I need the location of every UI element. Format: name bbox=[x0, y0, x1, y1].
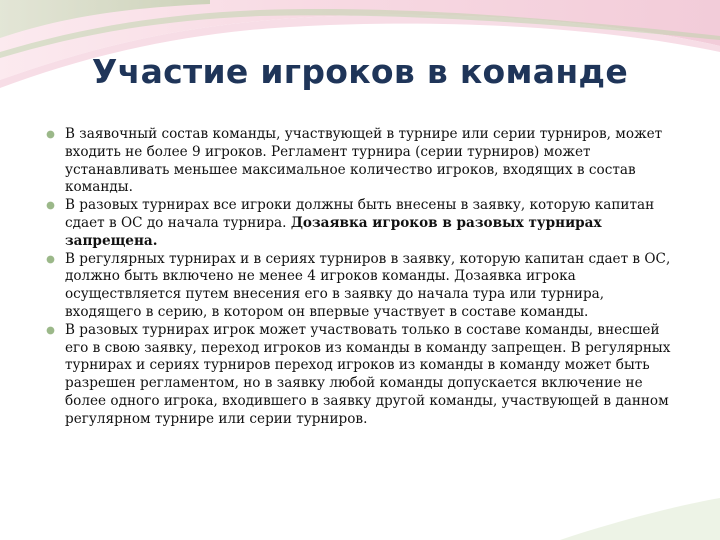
list-item bbox=[42, 251, 682, 322]
list-item bbox=[42, 322, 682, 429]
list-item-text: В регулярных турнирах и в сериях турниров в заявку, которую капитан сдает в ОС, должно быть включено не менее 4 игроков команды. Дозаявка игрока осуществляется путем внесения его в заявку до начала тура или турнира, входящего в серию, в котором он впервые участвует в составе команды. bbox=[65, 250, 671, 320]
diamond-bullet-icon bbox=[46, 326, 55, 335]
diamond-bullet-icon bbox=[46, 130, 55, 139]
bullet-list bbox=[42, 126, 682, 429]
list-item bbox=[42, 197, 682, 250]
diamond-bullet-icon bbox=[46, 201, 55, 210]
diamond-bullet-icon bbox=[46, 255, 55, 264]
list-item bbox=[42, 126, 682, 197]
list-item-bold-text: Дозаявка игроков в разовых турнирах запрещена. bbox=[65, 214, 602, 249]
list-item-text: В разовых турнирах игрок может участвовать только в составе команды, внесшей его в свою заявку, переход игроков из команды в команду запрещен. В регулярных турнирах и сериях турниров переход игроков из команды в команду может быть разрешен регламентом, но в заявку любой команды допускается включение не более одного игрока, входившего в заявку другой команды, участвующей в данном регулярном турнире или серии турниров. bbox=[65, 321, 671, 427]
list-item-text: В заявочный состав команды, участвующей в турнире или серии турниров, может входить не более 9 игроков. Регламент турнира (серии турниров) может устанавливать меньшее максимальное количество игроков, входящих в состав команды. bbox=[65, 126, 663, 196]
list-item-text: В разовых турнирах все игроки должны быть внесены в заявку, которую капитан сдает в ОС до начала турнира. bbox=[65, 197, 655, 231]
slide-title: Участие игроков в команде bbox=[91, 52, 629, 91]
